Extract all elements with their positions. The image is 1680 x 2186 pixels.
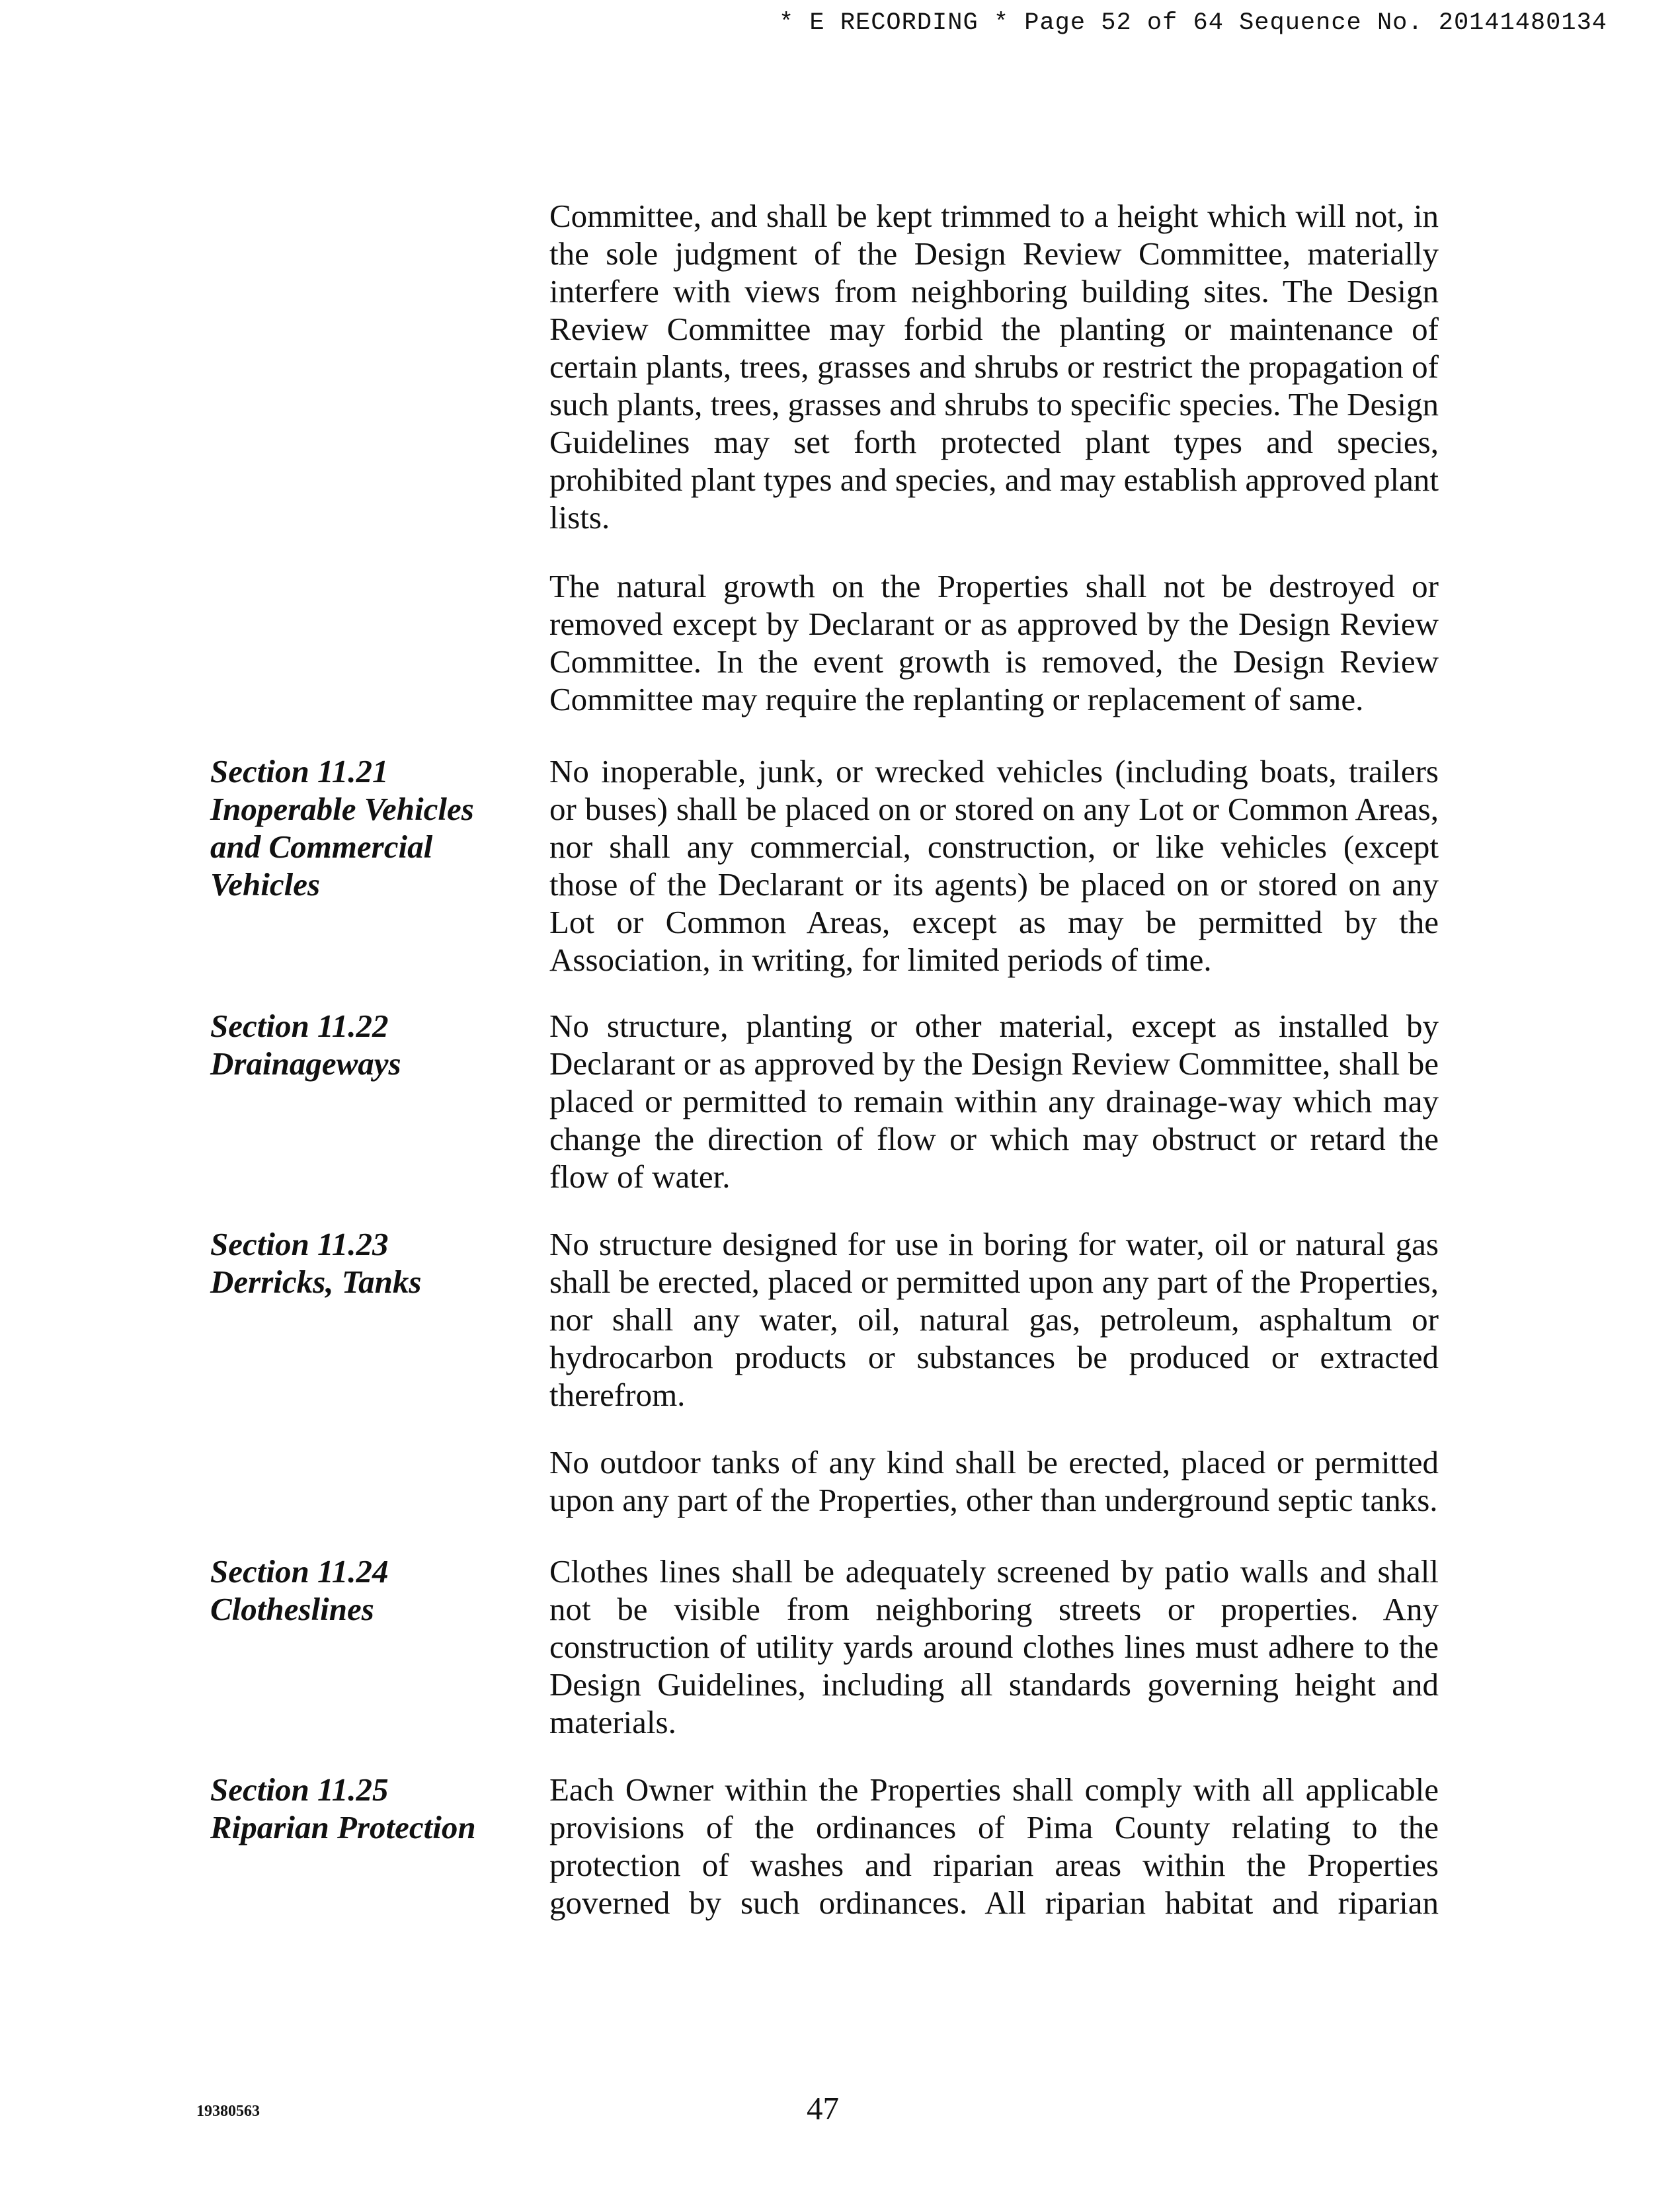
- section-label-11-24: [210, 1553, 554, 1628]
- section-body-11-23: [549, 1225, 1439, 1414]
- section-body-11-25: [549, 1771, 1439, 1922]
- section-heading: Section 11.21: [210, 753, 389, 789]
- section-heading: Section 11.25: [210, 1771, 389, 1808]
- paragraph-plant-restrictions: Committee, and shall be kept trimmed to a height which will not, in the sole judgment of the Design Review Committee, materially interfere with views from neighboring building sites. The Design Review Committee may forbid the planting or maintenance of certain plants, trees, grasses and shrubs or restrict the propagation of such plants, trees, grasses and shrubs to specific species. The Design Guidelines may set forth protected plant types and species, prohibited plant types and species, and may establish approved plant lists.: [549, 198, 1439, 536]
- section-paragraph: No outdoor tanks of any kind shall be erected, placed or permitted upon any part of the Properties, other than underground septic tanks.: [549, 1444, 1439, 1518]
- recording-header: * E RECORDING * Page 52 of 64 Sequence No. 20141480134: [779, 9, 1607, 37]
- section-title-line: Inoperable Vehicles: [210, 791, 474, 827]
- section-title-line: and Commercial: [210, 829, 433, 865]
- section-body-11-21: [549, 752, 1439, 979]
- section-label-11-25: [210, 1771, 554, 1846]
- section-heading: Section 11.23: [210, 1226, 389, 1262]
- section-label-11-21: [210, 752, 554, 903]
- section-paragraph: No structure, planting or other material, except as installed by Declarant or as approved by the Design Review Committee, shall be placed or permitted to remain within any drainage-way which may change the direction of flow or which may obstruct or retard the flow of water.: [549, 1008, 1439, 1195]
- section-body-11-23-tanks: [549, 1443, 1439, 1519]
- section-paragraph: No structure designed for use in boring for water, oil or natural gas shall be erected, placed or permitted upon any part of the Properties, nor shall any water, oil, natural gas, petroleum, asphaltum or hydrocarbon products or substances be produced or extracted therefrom.: [549, 1226, 1439, 1413]
- section-title-line: Clotheslines: [210, 1591, 374, 1627]
- section-paragraph: No inoperable, junk, or wrecked vehicles (including boats, trailers or buses) shall be placed on or stored on any Lot or Common Areas, nor shall any commercial, construction, or like vehicles (except those of the Declarant or its agents) be placed on or stored on any Lot or Common Areas, except as may be permitted by the Association, in writing, for limited periods of time.: [549, 753, 1439, 978]
- page-number: 47: [807, 2090, 839, 2126]
- paragraph-natural-growth: The natural growth on the Properties shall not be destroyed or removed except by Declarant or as approved by the Design Review Committee. In the event growth is removed, the Design Review Committee may require the replanting or replacement of same.: [549, 568, 1439, 717]
- section-title-line: Drainageways: [210, 1045, 401, 1082]
- section-body-11-22: [549, 1007, 1439, 1195]
- section-paragraph: Clothes lines shall be adequately screened by patio walls and shall not be visible from neighboring streets or properties. Any construction of utility yards around clothes lines must adhere to the Design Guidelines, including all standards governing height and materials.: [549, 1553, 1439, 1740]
- section-label-11-23: [210, 1225, 554, 1301]
- section-title-line: Vehicles: [210, 866, 321, 903]
- section-paragraph: Each Owner within the Properties shall comply with all applicable provisions of the ordinances of Pima County relating to the protection of washes and riparian areas within the Properties governed by such ordinances. All riparian habitat and riparian: [549, 1771, 1439, 1921]
- section-label-11-22: [210, 1007, 554, 1082]
- section-heading: Section 11.24: [210, 1553, 389, 1590]
- continuation-block: [549, 197, 1439, 536]
- continuation-block-2: [549, 567, 1439, 718]
- section-title-line: Riparian Protection: [210, 1809, 476, 1845]
- section-title-line: Derricks, Tanks: [210, 1264, 422, 1300]
- section-heading: Section 11.22: [210, 1008, 389, 1044]
- section-body-11-24: [549, 1553, 1439, 1741]
- document-id: 19380563: [196, 2103, 260, 2120]
